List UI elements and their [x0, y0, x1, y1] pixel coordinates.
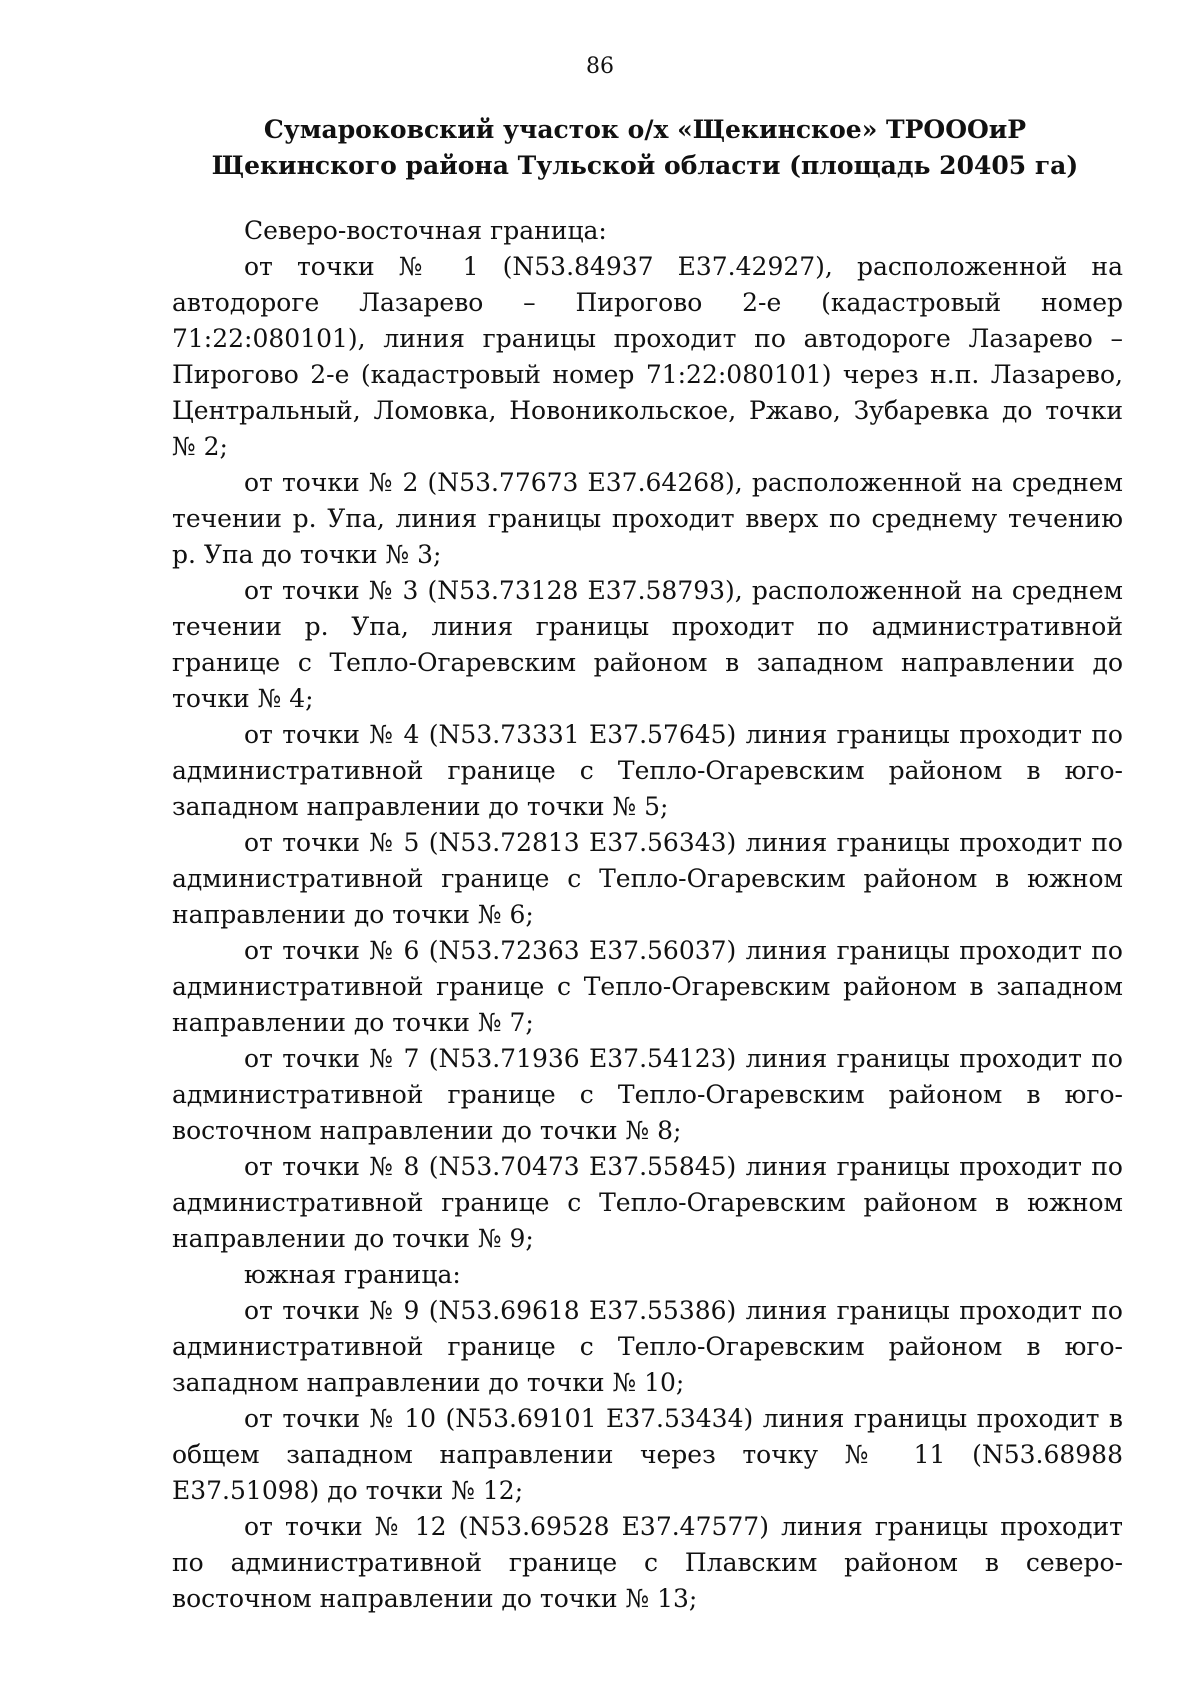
- page-number: 86: [586, 54, 614, 79]
- boundary-paragraph: от точки № 8 (N53.70473 E37.55845) линия границы проходит по административной границе с Тепло-Огаревским районом в южном направлении до точки № 9;: [172, 1152, 1123, 1253]
- section-heading-south: южная граница:: [244, 1260, 461, 1289]
- boundary-paragraph: от точки № 6 (N53.72363 E37.56037) линия границы проходит по административной границе с Тепло-Огаревским районом в западном направлении до точки № 7;: [172, 936, 1123, 1037]
- boundary-paragraph: от точки № 1 (N53.84937 E37.42927), расположенной на автодороге Лазарево – Пирогово 2-е (кадастровый номер 71:22:080101), линия границы проходит по автодороге Лазарево – Пирогово 2-е (кадастровый номер 71:22:080101) через н.п. Лазарево, Центральный, Ломовка, Новоникольское, Ржаво, Зубаревка до точки № 2;: [172, 252, 1123, 461]
- title-line-2: Щекинского района Тульской области (площадь 20405 га): [211, 151, 1079, 180]
- boundary-paragraph: от точки № 3 (N53.73128 E37.58793), расположенной на среднем течении р. Упа, линия границы проходит по административной границе с Тепло-Огаревским районом в западном направлении до точки № 4;: [172, 576, 1123, 713]
- boundary-paragraph: от точки № 12 (N53.69528 E37.47577) линия границы проходит по административной границе с Плавским районом в северо-восточном направлении до точки № 13;: [172, 1512, 1123, 1613]
- boundary-paragraph: от точки № 5 (N53.72813 E37.56343) линия границы проходит по административной границе с Тепло-Огаревским районом в южном направлении до точки № 6;: [172, 828, 1123, 929]
- section-heading-northeast: Северо-восточная граница:: [244, 216, 607, 245]
- boundary-paragraph: от точки № 9 (N53.69618 E37.55386) линия границы проходит по административной границе с Тепло-Огаревским районом в юго-западном направлении до точки № 10;: [172, 1296, 1123, 1397]
- boundary-paragraph: от точки № 2 (N53.77673 E37.64268), расположенной на среднем течении р. Упа, линия границы проходит вверх по среднему течению р. Упа до точки № 3;: [172, 468, 1123, 569]
- document-title: [150, 112, 1140, 184]
- title-line-1: Сумароковский участок о/х «Щекинское» ТРОООиР: [263, 115, 1027, 144]
- boundary-paragraph: от точки № 4 (N53.73331 E37.57645) линия границы проходит по административной границе с Тепло-Огаревским районом в юго-западном направлении до точки № 5;: [172, 720, 1123, 821]
- boundary-paragraph: от точки № 7 (N53.71936 E37.54123) линия границы проходит по административной границе с Тепло-Огаревским районом в юго-восточном направлении до точки № 8;: [172, 1044, 1123, 1145]
- boundary-paragraph: от точки № 10 (N53.69101 E37.53434) линия границы проходит в общем западном направлении через точку № 11 (N53.68988 E37.51098) до точки № 12;: [172, 1404, 1123, 1505]
- document-body: [172, 213, 1123, 1617]
